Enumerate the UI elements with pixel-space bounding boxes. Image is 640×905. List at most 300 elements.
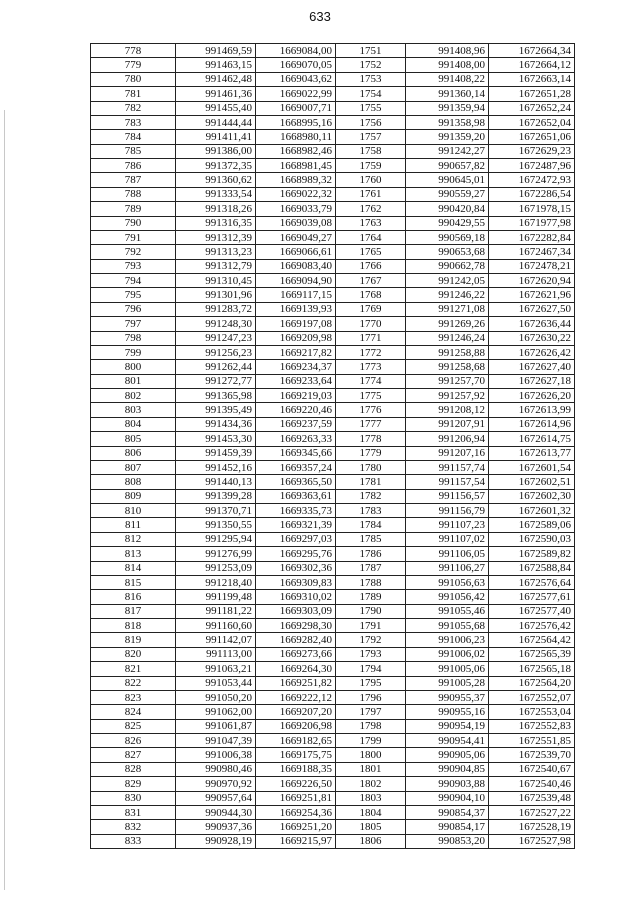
y-coordinate-right: 1672478,21	[489, 259, 575, 273]
point-number-left: 833	[91, 834, 176, 848]
y-coordinate-right: 1672614,75	[489, 432, 575, 446]
y-coordinate-right: 1672636,44	[489, 317, 575, 331]
table-row	[91, 820, 575, 834]
point-number-right: 1779	[336, 446, 406, 460]
point-number-left: 819	[91, 633, 176, 647]
x-coordinate-right: 991257,70	[406, 374, 489, 388]
x-coordinate-left: 991160,60	[176, 619, 256, 633]
point-number-right: 1759	[336, 159, 406, 173]
y-coordinate-right: 1672621,96	[489, 288, 575, 302]
x-coordinate-right: 990645,01	[406, 173, 489, 187]
x-coordinate-right: 990903,88	[406, 777, 489, 791]
point-number-left: 829	[91, 777, 176, 791]
point-number-right: 1784	[336, 518, 406, 532]
table-row	[91, 834, 575, 848]
point-number-right: 1799	[336, 734, 406, 748]
x-coordinate-right: 990955,37	[406, 690, 489, 704]
point-number-right: 1758	[336, 144, 406, 158]
table-row	[91, 619, 575, 633]
table-row	[91, 44, 575, 58]
point-number-right: 1786	[336, 547, 406, 561]
y-coordinate-right: 1672552,83	[489, 719, 575, 733]
x-coordinate-right: 991207,16	[406, 446, 489, 460]
table-row	[91, 532, 575, 546]
x-coordinate-right: 991271,08	[406, 302, 489, 316]
x-coordinate-left: 990970,92	[176, 777, 256, 791]
x-coordinate-left: 991370,71	[176, 504, 256, 518]
y-coordinate-right: 1672576,42	[489, 619, 575, 633]
y-coordinate-left: 1669215,97	[256, 834, 336, 848]
x-coordinate-right: 990954,19	[406, 719, 489, 733]
y-coordinate-right: 1672627,50	[489, 302, 575, 316]
table-row	[91, 590, 575, 604]
point-number-right: 1765	[336, 245, 406, 259]
y-coordinate-left: 1669310,02	[256, 590, 336, 604]
table-row	[91, 446, 575, 460]
y-coordinate-right: 1672663,14	[489, 72, 575, 86]
point-number-right: 1783	[336, 504, 406, 518]
y-coordinate-right: 1672528,19	[489, 820, 575, 834]
y-coordinate-right: 1672588,84	[489, 561, 575, 575]
point-number-right: 1801	[336, 762, 406, 776]
x-coordinate-left: 990957,64	[176, 791, 256, 805]
point-number-left: 809	[91, 489, 176, 503]
y-coordinate-left: 1669022,32	[256, 187, 336, 201]
point-number-left: 817	[91, 604, 176, 618]
x-coordinate-right: 991207,91	[406, 417, 489, 431]
table-row	[91, 748, 575, 762]
y-coordinate-right: 1672565,39	[489, 647, 575, 661]
y-coordinate-right: 1672627,18	[489, 374, 575, 388]
table-row	[91, 58, 575, 72]
y-coordinate-left: 1669251,81	[256, 791, 336, 805]
x-coordinate-right: 990854,17	[406, 820, 489, 834]
y-coordinate-left: 1669207,20	[256, 705, 336, 719]
x-coordinate-right: 991157,74	[406, 460, 489, 474]
point-number-right: 1780	[336, 460, 406, 474]
point-number-right: 1792	[336, 633, 406, 647]
table-row	[91, 690, 575, 704]
point-number-left: 804	[91, 417, 176, 431]
point-number-left: 790	[91, 216, 176, 230]
y-coordinate-left: 1669282,40	[256, 633, 336, 647]
x-coordinate-left: 991459,39	[176, 446, 256, 460]
point-number-right: 1769	[336, 302, 406, 316]
x-coordinate-right: 991106,27	[406, 561, 489, 575]
point-number-right: 1753	[336, 72, 406, 86]
y-coordinate-left: 1669188,35	[256, 762, 336, 776]
y-coordinate-left: 1669254,36	[256, 805, 336, 819]
x-coordinate-left: 991256,23	[176, 345, 256, 359]
x-coordinate-left: 991444,44	[176, 115, 256, 129]
y-coordinate-left: 1669033,79	[256, 202, 336, 216]
point-number-right: 1800	[336, 748, 406, 762]
y-coordinate-left: 1669309,83	[256, 575, 336, 589]
y-coordinate-left: 1669303,09	[256, 604, 336, 618]
x-coordinate-left: 991395,49	[176, 403, 256, 417]
x-coordinate-right: 991258,68	[406, 360, 489, 374]
table-row	[91, 547, 575, 561]
point-number-right: 1790	[336, 604, 406, 618]
table-row	[91, 274, 575, 288]
table-row	[91, 230, 575, 244]
x-coordinate-right: 990420,84	[406, 202, 489, 216]
x-coordinate-right: 991107,02	[406, 532, 489, 546]
y-coordinate-right: 1672652,24	[489, 101, 575, 115]
point-number-right: 1754	[336, 87, 406, 101]
table-row	[91, 374, 575, 388]
x-coordinate-left: 991318,26	[176, 202, 256, 216]
x-coordinate-right: 991208,12	[406, 403, 489, 417]
point-number-right: 1770	[336, 317, 406, 331]
point-number-left: 782	[91, 101, 176, 115]
y-coordinate-right: 1672467,34	[489, 245, 575, 259]
table-row	[91, 676, 575, 690]
table-row	[91, 115, 575, 129]
x-coordinate-right: 991005,06	[406, 662, 489, 676]
point-number-left: 827	[91, 748, 176, 762]
y-coordinate-right: 1672527,22	[489, 805, 575, 819]
y-coordinate-right: 1672626,20	[489, 389, 575, 403]
point-number-left: 814	[91, 561, 176, 575]
x-coordinate-left: 991047,39	[176, 734, 256, 748]
point-number-right: 1794	[336, 662, 406, 676]
point-number-right: 1766	[336, 259, 406, 273]
table-row	[91, 791, 575, 805]
table-row	[91, 633, 575, 647]
table-row	[91, 432, 575, 446]
point-number-left: 823	[91, 690, 176, 704]
x-coordinate-right: 990905,06	[406, 748, 489, 762]
point-number-left: 784	[91, 130, 176, 144]
x-coordinate-left: 991050,20	[176, 690, 256, 704]
point-number-left: 800	[91, 360, 176, 374]
point-number-right: 1762	[336, 202, 406, 216]
x-coordinate-left: 991295,94	[176, 532, 256, 546]
point-number-left: 818	[91, 619, 176, 633]
x-coordinate-right: 991408,96	[406, 44, 489, 58]
y-coordinate-left: 1669357,24	[256, 460, 336, 474]
x-coordinate-left: 991360,62	[176, 173, 256, 187]
table-row	[91, 331, 575, 345]
point-number-right: 1768	[336, 288, 406, 302]
y-coordinate-right: 1672630,22	[489, 331, 575, 345]
x-coordinate-left: 991063,21	[176, 662, 256, 676]
y-coordinate-right: 1672286,54	[489, 187, 575, 201]
x-coordinate-right: 990954,41	[406, 734, 489, 748]
y-coordinate-left: 1669007,71	[256, 101, 336, 115]
point-number-right: 1803	[336, 791, 406, 805]
y-coordinate-right: 1672664,12	[489, 58, 575, 72]
x-coordinate-right: 991408,22	[406, 72, 489, 86]
y-coordinate-left: 1669209,98	[256, 331, 336, 345]
x-coordinate-left: 991411,41	[176, 130, 256, 144]
table-row	[91, 101, 575, 115]
point-number-right: 1764	[336, 230, 406, 244]
y-coordinate-left: 1668989,32	[256, 173, 336, 187]
y-coordinate-right: 1672577,61	[489, 590, 575, 604]
x-coordinate-left: 990980,46	[176, 762, 256, 776]
y-coordinate-right: 1672613,77	[489, 446, 575, 460]
y-coordinate-left: 1669182,65	[256, 734, 336, 748]
y-coordinate-left: 1669335,73	[256, 504, 336, 518]
y-coordinate-left: 1669295,76	[256, 547, 336, 561]
x-coordinate-left: 991452,16	[176, 460, 256, 474]
point-number-right: 1772	[336, 345, 406, 359]
x-coordinate-right: 991242,05	[406, 274, 489, 288]
x-coordinate-right: 990662,78	[406, 259, 489, 273]
y-coordinate-left: 1669066,61	[256, 245, 336, 259]
y-coordinate-right: 1671978,15	[489, 202, 575, 216]
x-coordinate-left: 991253,09	[176, 561, 256, 575]
x-coordinate-left: 991142,07	[176, 633, 256, 647]
point-number-left: 779	[91, 58, 176, 72]
y-coordinate-left: 1669233,64	[256, 374, 336, 388]
y-coordinate-left: 1669049,27	[256, 230, 336, 244]
x-coordinate-right: 991106,05	[406, 547, 489, 561]
table-row	[91, 805, 575, 819]
x-coordinate-left: 991283,72	[176, 302, 256, 316]
point-number-left: 806	[91, 446, 176, 460]
table-row	[91, 259, 575, 273]
y-coordinate-right: 1672629,23	[489, 144, 575, 158]
x-coordinate-right: 990657,82	[406, 159, 489, 173]
x-coordinate-left: 991053,44	[176, 676, 256, 690]
x-coordinate-right: 991156,57	[406, 489, 489, 503]
x-coordinate-right: 991246,24	[406, 331, 489, 345]
y-coordinate-left: 1669302,36	[256, 561, 336, 575]
point-number-right: 1805	[336, 820, 406, 834]
table-row	[91, 705, 575, 719]
table-row	[91, 130, 575, 144]
x-coordinate-left: 991113,00	[176, 647, 256, 661]
table-row	[91, 389, 575, 403]
point-number-left: 789	[91, 202, 176, 216]
point-number-left: 778	[91, 44, 176, 58]
x-coordinate-right: 991246,22	[406, 288, 489, 302]
x-coordinate-right: 991157,54	[406, 475, 489, 489]
x-coordinate-left: 991199,48	[176, 590, 256, 604]
point-number-left: 799	[91, 345, 176, 359]
y-coordinate-left: 1669222,12	[256, 690, 336, 704]
point-number-left: 830	[91, 791, 176, 805]
y-coordinate-right: 1672651,06	[489, 130, 575, 144]
y-coordinate-left: 1669084,00	[256, 44, 336, 58]
point-number-right: 1785	[336, 532, 406, 546]
point-number-left: 812	[91, 532, 176, 546]
y-coordinate-left: 1669365,50	[256, 475, 336, 489]
coordinates-table	[90, 43, 575, 849]
table-row	[91, 87, 575, 101]
x-coordinate-left: 991455,40	[176, 101, 256, 115]
table-row	[91, 173, 575, 187]
point-number-right: 1752	[336, 58, 406, 72]
y-coordinate-right: 1672539,70	[489, 748, 575, 762]
table-row	[91, 662, 575, 676]
y-coordinate-left: 1669237,59	[256, 417, 336, 431]
x-coordinate-right: 990853,20	[406, 834, 489, 848]
point-number-left: 816	[91, 590, 176, 604]
table-row	[91, 216, 575, 230]
point-number-right: 1777	[336, 417, 406, 431]
point-number-right: 1760	[336, 173, 406, 187]
table-row	[91, 288, 575, 302]
x-coordinate-left: 991312,39	[176, 230, 256, 244]
x-coordinate-left: 991453,30	[176, 432, 256, 446]
point-number-left: 807	[91, 460, 176, 474]
x-coordinate-left: 991440,13	[176, 475, 256, 489]
x-coordinate-right: 990904,10	[406, 791, 489, 805]
y-coordinate-left: 1669217,82	[256, 345, 336, 359]
point-number-right: 1774	[336, 374, 406, 388]
x-coordinate-right: 990653,68	[406, 245, 489, 259]
y-coordinate-right: 1672564,20	[489, 676, 575, 690]
y-coordinate-right: 1672602,51	[489, 475, 575, 489]
y-coordinate-left: 1669117,15	[256, 288, 336, 302]
x-coordinate-left: 990937,36	[176, 820, 256, 834]
y-coordinate-left: 1669094,90	[256, 274, 336, 288]
table-row	[91, 159, 575, 173]
table-row	[91, 475, 575, 489]
table-row	[91, 575, 575, 589]
point-number-left: 813	[91, 547, 176, 561]
x-coordinate-right: 991006,23	[406, 633, 489, 647]
y-coordinate-left: 1668980,11	[256, 130, 336, 144]
y-coordinate-right: 1672614,96	[489, 417, 575, 431]
point-number-left: 787	[91, 173, 176, 187]
table-row	[91, 734, 575, 748]
x-coordinate-left: 991061,87	[176, 719, 256, 733]
x-coordinate-left: 991333,54	[176, 187, 256, 201]
point-number-right: 1806	[336, 834, 406, 848]
table-row	[91, 72, 575, 86]
point-number-left: 783	[91, 115, 176, 129]
x-coordinate-left: 991272,77	[176, 374, 256, 388]
x-coordinate-left: 991062,00	[176, 705, 256, 719]
point-number-left: 794	[91, 274, 176, 288]
point-number-left: 791	[91, 230, 176, 244]
x-coordinate-left: 991386,00	[176, 144, 256, 158]
point-number-right: 1771	[336, 331, 406, 345]
point-number-left: 820	[91, 647, 176, 661]
point-number-right: 1773	[336, 360, 406, 374]
y-coordinate-right: 1672590,03	[489, 532, 575, 546]
y-coordinate-right: 1672540,46	[489, 777, 575, 791]
x-coordinate-right: 991206,94	[406, 432, 489, 446]
scan-edge-line	[4, 110, 5, 890]
y-coordinate-left: 1669298,30	[256, 619, 336, 633]
x-coordinate-right: 991055,68	[406, 619, 489, 633]
point-number-right: 1782	[336, 489, 406, 503]
point-number-left: 832	[91, 820, 176, 834]
x-coordinate-right: 991107,23	[406, 518, 489, 532]
x-coordinate-right: 991006,02	[406, 647, 489, 661]
y-coordinate-right: 1672626,42	[489, 345, 575, 359]
point-number-left: 786	[91, 159, 176, 173]
x-coordinate-left: 991247,23	[176, 331, 256, 345]
point-number-left: 795	[91, 288, 176, 302]
table-row	[91, 489, 575, 503]
y-coordinate-right: 1672540,67	[489, 762, 575, 776]
x-coordinate-right: 990854,37	[406, 805, 489, 819]
table-row	[91, 144, 575, 158]
point-number-right: 1802	[336, 777, 406, 791]
y-coordinate-right: 1672487,96	[489, 159, 575, 173]
table-row	[91, 460, 575, 474]
table-row	[91, 345, 575, 359]
x-coordinate-left: 991006,38	[176, 748, 256, 762]
point-number-right: 1787	[336, 561, 406, 575]
y-coordinate-right: 1672664,34	[489, 44, 575, 58]
x-coordinate-right: 991056,63	[406, 575, 489, 589]
x-coordinate-right: 990569,18	[406, 230, 489, 244]
y-coordinate-left: 1669039,08	[256, 216, 336, 230]
y-coordinate-right: 1672602,30	[489, 489, 575, 503]
x-coordinate-right: 990955,16	[406, 705, 489, 719]
y-coordinate-left: 1669197,08	[256, 317, 336, 331]
y-coordinate-left: 1669022,99	[256, 87, 336, 101]
point-number-left: 825	[91, 719, 176, 733]
point-number-left: 822	[91, 676, 176, 690]
x-coordinate-left: 990944,30	[176, 805, 256, 819]
y-coordinate-right: 1672589,06	[489, 518, 575, 532]
x-coordinate-left: 991276,99	[176, 547, 256, 561]
point-number-right: 1756	[336, 115, 406, 129]
y-coordinate-right: 1672472,93	[489, 173, 575, 187]
y-coordinate-left: 1669220,46	[256, 403, 336, 417]
y-coordinate-left: 1669251,82	[256, 676, 336, 690]
x-coordinate-right: 990559,27	[406, 187, 489, 201]
x-coordinate-left: 991372,35	[176, 159, 256, 173]
y-coordinate-left: 1669070,05	[256, 58, 336, 72]
point-number-left: 796	[91, 302, 176, 316]
y-coordinate-left: 1669363,61	[256, 489, 336, 503]
x-coordinate-right: 990429,55	[406, 216, 489, 230]
point-number-right: 1778	[336, 432, 406, 446]
y-coordinate-right: 1672539,48	[489, 791, 575, 805]
x-coordinate-left: 991461,36	[176, 87, 256, 101]
y-coordinate-right: 1672577,40	[489, 604, 575, 618]
point-number-left: 788	[91, 187, 176, 201]
point-number-right: 1789	[336, 590, 406, 604]
y-coordinate-right: 1672652,04	[489, 115, 575, 129]
point-number-left: 781	[91, 87, 176, 101]
table-row	[91, 604, 575, 618]
x-coordinate-right: 991055,46	[406, 604, 489, 618]
point-number-left: 828	[91, 762, 176, 776]
x-coordinate-left: 990928,19	[176, 834, 256, 848]
table-row	[91, 777, 575, 791]
point-number-left: 792	[91, 245, 176, 259]
y-coordinate-right: 1672601,54	[489, 460, 575, 474]
y-coordinate-right: 1672620,94	[489, 274, 575, 288]
x-coordinate-left: 991350,55	[176, 518, 256, 532]
x-coordinate-left: 991312,79	[176, 259, 256, 273]
y-coordinate-left: 1669345,66	[256, 446, 336, 460]
table-row	[91, 302, 575, 316]
point-number-left: 797	[91, 317, 176, 331]
page-number: 633	[309, 9, 331, 24]
y-coordinate-right: 1672552,07	[489, 690, 575, 704]
x-coordinate-left: 991399,28	[176, 489, 256, 503]
x-coordinate-left: 991316,35	[176, 216, 256, 230]
point-number-left: 805	[91, 432, 176, 446]
point-number-right: 1804	[336, 805, 406, 819]
table-row	[91, 245, 575, 259]
point-number-left: 780	[91, 72, 176, 86]
point-number-right: 1775	[336, 389, 406, 403]
y-coordinate-left: 1668981,45	[256, 159, 336, 173]
